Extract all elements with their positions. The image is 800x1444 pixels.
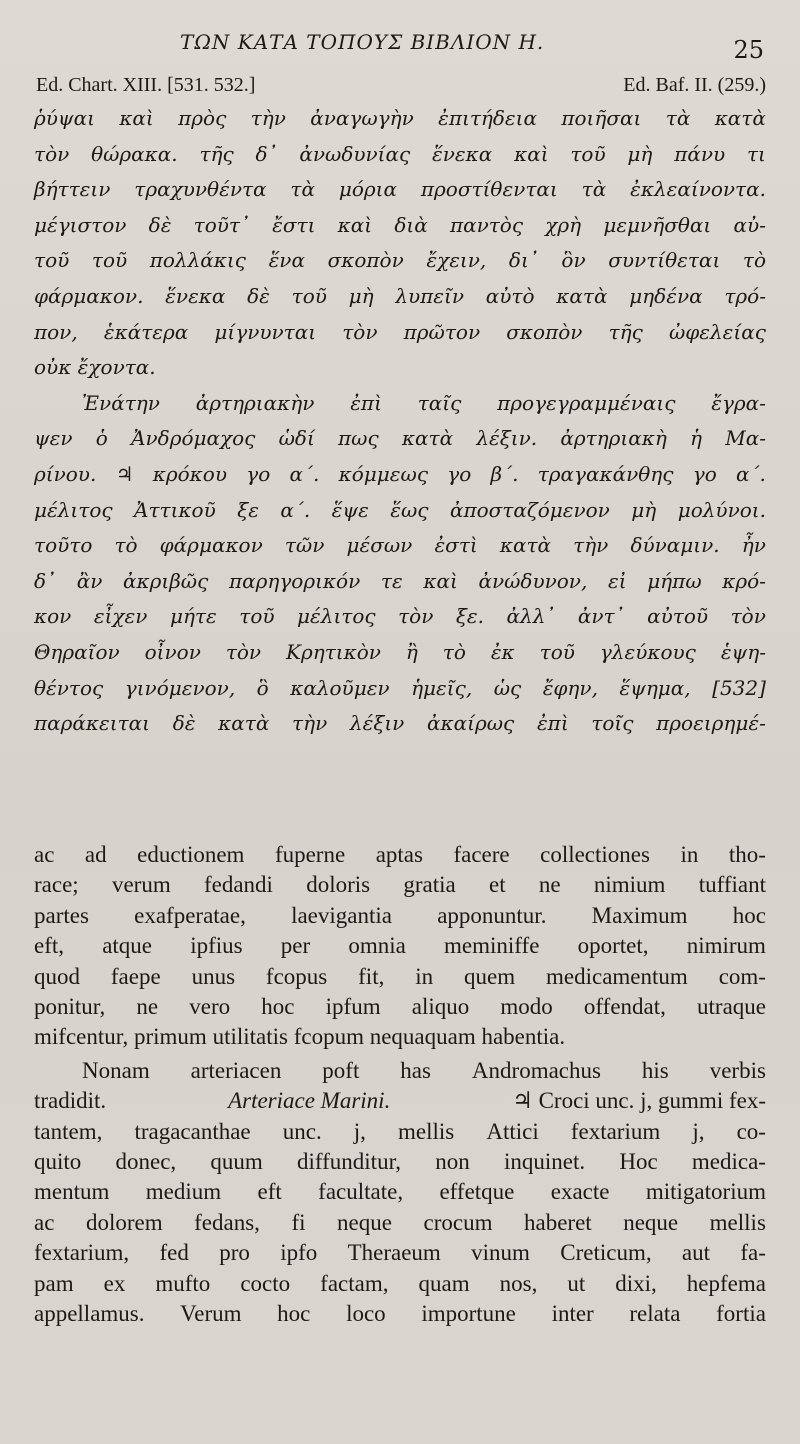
latin-line: Nonam arteriacen poft has Andromachus his verbis [82,1057,766,1083]
latin-line: race; verum fedandi doloris gratia et ne nimium tuffiant [34,872,766,898]
latin-line: fextarium, fed pro ipfo Theraeum vinum Creticum, aut fa- [34,1240,766,1266]
greek-line: φάρμακον. ἕνεκα δὲ τοῦ μὴ λυπεῖν αὐτὸ κατὰ μηδένα τρό- [34,283,766,308]
latin-line: eft, atque ipfius per omnia meminiffe oportet, nimirum [34,933,766,959]
greek-line: θέντος γινόμενον, ὃ καλοῦμεν ἡμεῖς, ὡς ἔφην, ἕψημα, [532] [34,675,766,700]
page-number: 25 [733,36,764,64]
greek-line: κον εἶχεν μήτε τοῦ μέλιτος τὸν ξε. ἀλλ᾽ ἀντ᾽ αὐτοῦ τὸν [34,604,766,629]
greek-line: τοῦτο τὸ φάρμακον τῶν μέσων ἐστὶ κατὰ τὴν δύναμιν. ἦν [34,533,766,558]
greek-line: πον, ἑκάτερα μίγνυνται τὸν πρῶτον σκοπὸν τῆς ὠφελείας [34,319,766,344]
latin-line: quito donec, quum diffunditur, non inquinet. Hoc medica- [34,1149,766,1175]
latin-line: appellamus. Verum hoc loco importune inter relata fortia [34,1301,766,1327]
greek-line: μέγιστον δὲ τοῦτ᾽ ἔστι καὶ διὰ παντὸς χρὴ μεμνῆσθαι αὐ- [34,212,766,237]
edition-basel: Ed. Baf. II. (259.) [623,74,766,96]
greek-line: οὐκ ἔχοντα. [34,355,156,380]
latin-line [34,1086,766,1116]
greek-line: Ἐνάτην ἀρτηριακὴν ἐπὶ ταῖς προγεγραμμέναις ἔγρα- [82,390,766,415]
greek-line: παράκειται δὲ κατὰ τὴν λέξιν ἀκαίρως ἐπὶ τοῖς προειρημέ- [34,711,766,736]
greek-line: βήττειν τραχυνθέντα τὰ μόρια προστίθενται τὰ ἐκλεαίνοντα. [34,177,766,202]
edition-line [36,74,766,100]
greek-text [34,101,766,742]
page-title: ΤΩΝ ΚΑΤΑ ΤΟΠΟΥΣ ΒΙΒΛΙΟΝ Η. [180,30,545,54]
greek-line: ῥύψαι καὶ πρὸς τὴν ἀναγωγὴν ἐπιτήδεια ποιῆσαι τὰ κατὰ [34,106,766,130]
recipe-title: Arteriace Marini. [228,1088,391,1114]
latin-paragraph [34,840,766,1053]
latin-line: ponitur, ne vero hoc ipfum aliquo modo offendat, utraque [34,994,766,1020]
latin-line: ac ad eductionem fuperne aptas facere collectiones in tho- [34,842,766,867]
latin-line: pam ex mufto cocto factam, quam nos, ut dixi, hepfema [34,1270,766,1296]
latin-line: mifcentur, primum utilitatis fcopum nequaquam habentia. [34,1024,566,1050]
latin-paragraph [34,1056,766,1330]
greek-line: τοῦ τοῦ πολλάκις ἕνα σκοπὸν ἔχειν, δι᾽ ὃν συντίθεται τὸ [34,248,766,273]
latin-line: mentum medium eft facultate, effetque exacte mitigatorium [34,1179,766,1205]
greek-line: τὸν θώρακα. τῆς δ᾽ ἀνωδυνίας ἕνεκα καὶ τοῦ μὴ πάνυ τι [34,141,766,166]
running-head [0,30,800,64]
greek-line: ψεν ὁ Ἀνδρόμαχος ὡδί πως κατὰ λέξιν. ἀρτηριακὴ ἡ Μα- [34,426,766,451]
latin-line: tantem, tragacanthae unc. j, mellis Attici fextarium j, co- [34,1118,766,1144]
latin-line: ac dolorem fedans, fi neque crocum haberet neque mellis [34,1209,766,1235]
latin-line: partes exafperatae, laevigantia apponuntur. Maximum hoc [34,902,766,928]
latin-text [34,840,766,1333]
latin-text-run: ♃ Croci unc. j, gummi fex- [512,1088,766,1114]
greek-line: μέλιτος Ἀττικοῦ ξε α΄. ἕψε ἕως ἀποσταζόμενον μὴ μολύνοι. [34,497,766,522]
edition-chart: Ed. Chart. XIII. [531. 532.] [36,74,256,96]
latin-line: quod faepe unus fcopus fit, in quem medicamentum com- [34,963,766,989]
greek-line: Θηραῖον οἶνον τὸν Κρητικὸν ἢ τὸ ἐκ τοῦ γλεύκους ἑψη- [34,639,766,664]
greek-line: ρίνου. ♃ κρόκου γο α΄. κόμμεως γο β΄. τραγακάνθης γο α΄. [34,461,766,486]
latin-text-run: tradidit. [34,1088,107,1114]
greek-line: δ᾽ ἂν ἀκριβῶς παρηγορικόν τε καὶ ἀνώδυνον, εἰ μήπω κρό- [34,568,766,593]
